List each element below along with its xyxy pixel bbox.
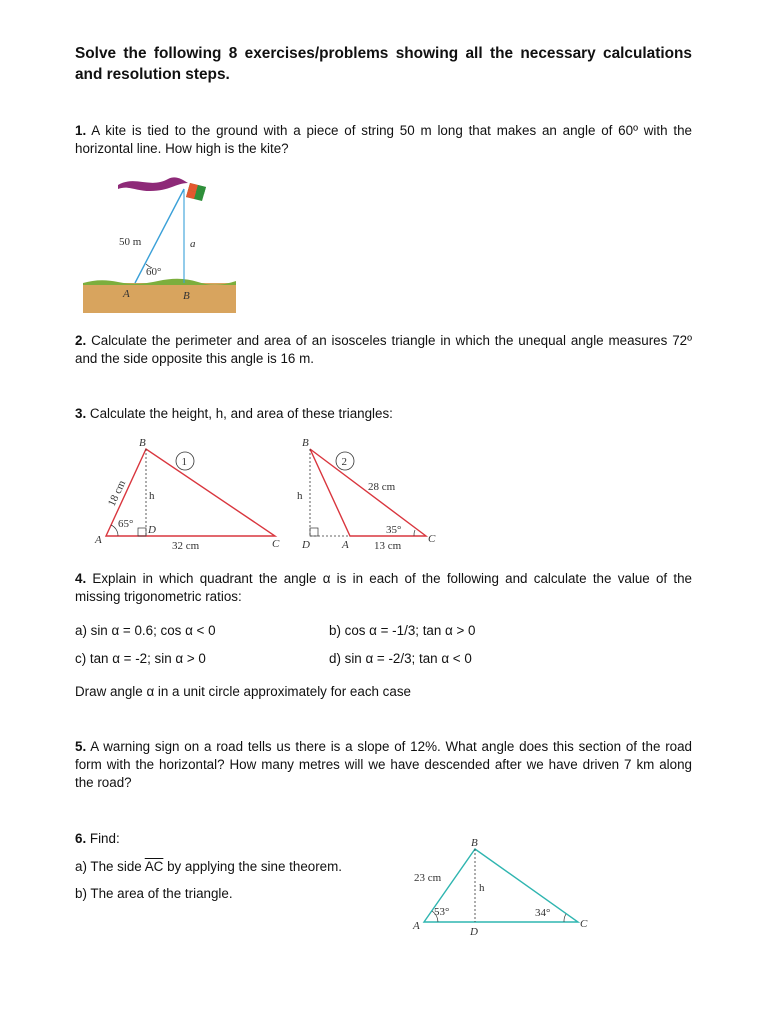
- exercise-4-case-c: c) tan α = -2; sin α > 0: [75, 651, 206, 666]
- triangle-1-h-label: h: [149, 490, 155, 502]
- triangle-3-angle-c-label: 34°: [535, 907, 551, 919]
- triangle-1-side-label: 18 cm: [105, 478, 129, 509]
- exercise-3-number: 3.: [75, 406, 87, 421]
- exercise-4-text: [75, 570, 692, 606]
- triangle-2-vertex-a: A: [342, 539, 349, 551]
- triangle-1-vertex-c: C: [272, 538, 280, 550]
- kite-tail: [118, 177, 188, 191]
- exercise-4-case-d: d) sin α = -2/3; tan α < 0: [329, 651, 472, 666]
- triangle-3-vertex-a: A: [413, 920, 420, 932]
- triangle-3-foot-d: D: [470, 926, 478, 938]
- exercise-2-statement: Calculate the perimeter and area of an isosceles triangle in which the unequal angle measures 72º and the side opposite this angle is 16 m.: [75, 333, 692, 366]
- exercise-1-number: 1.: [75, 123, 87, 138]
- triangle-2-foot-d: D: [302, 539, 310, 551]
- exercise-5-number: 5.: [75, 739, 87, 754]
- triangle-2-h-label: h: [297, 490, 303, 502]
- string-length-label: 50 m: [119, 236, 142, 248]
- triangle-1-vertex-b: B: [139, 437, 146, 449]
- triangle-1-vertex-a: A: [95, 534, 102, 546]
- ground: [83, 283, 236, 313]
- exercise-4-case-a: a) sin α = 0.6; cos α < 0: [75, 623, 216, 638]
- exercise-1-text: [75, 122, 692, 158]
- exercise-6-find: 6. Find:: [75, 831, 120, 846]
- triangle-3-angle-a-label: 53°: [434, 906, 450, 918]
- svg-text:2: 2: [341, 456, 347, 468]
- exercise-6-part-a: a) The side $\overline{AC}$ by applying the sine theorem.: [75, 859, 342, 874]
- angle-label: 60°: [146, 266, 162, 278]
- point-b-label: B: [183, 290, 190, 302]
- page-heading: Solve the following 8 exercises/problems showing all the necessary calculations and resolution steps.: [75, 45, 692, 83]
- triangle-3-h-label: h: [479, 882, 485, 894]
- triangle-1-angle-label: 65°: [118, 518, 134, 530]
- triangle-1-base-label: 32 cm: [172, 540, 200, 552]
- exercise-6-part-b: b) The area of the triangle.: [75, 886, 233, 901]
- exercise-6-number: 6.: [75, 831, 87, 846]
- exercise-4-draw-instruction: Draw angle α in a unit circle approximately for each case: [75, 684, 411, 699]
- exercise-3-text: [75, 405, 692, 423]
- exercise-1-statement: A kite is tied to the ground with a piece of string 50 m long that makes an angle of 60º with the horizontal line. How high is the kite?: [75, 123, 692, 156]
- exercise-4-case-b: b) cos α = -1/3; tan α > 0: [329, 623, 476, 638]
- triangle-figure-2: [290, 435, 450, 555]
- exercise-2-text: [75, 332, 692, 368]
- triangle-3-vertex-c: C: [580, 918, 588, 930]
- segment-ac: $\overline{AC}$: [144, 859, 164, 874]
- point-a-label: A: [123, 288, 130, 300]
- exercise-5-text: [75, 738, 692, 792]
- triangle-1-foot-d: D: [148, 524, 156, 536]
- triangle-2-angle-label: 35°: [386, 524, 402, 536]
- height-label: a: [190, 238, 196, 250]
- triangle-2-side-label: 28 cm: [368, 481, 396, 493]
- triangle-3-side-label: 23 cm: [414, 872, 442, 884]
- exercise-3-statement: Calculate the height, h, and area of these triangles:: [89, 406, 393, 421]
- exercise-2-number: 2.: [75, 333, 87, 348]
- triangle-2-vertex-c: C: [428, 533, 436, 545]
- triangle-2-vertex-b: B: [302, 437, 309, 449]
- triangle-figure-1: [92, 435, 292, 555]
- exercise-5-statement: A warning sign on a road tells us there is a slope of 12%. What angle does this section of the road form with the horizontal? How many metres will we have descended after we have driven 7 km along the road?: [75, 739, 692, 790]
- triangle-figure-3: [410, 835, 600, 945]
- svg-text:1: 1: [181, 456, 187, 468]
- triangle-3-vertex-b: B: [471, 837, 478, 849]
- triangle-2-base-label: 13 cm: [374, 540, 402, 552]
- kite-figure: [80, 175, 240, 315]
- exercise-4-number: 4.: [75, 571, 87, 586]
- exercise-4-statement: Explain in which quadrant the angle α is in each of the following and calculate the value of the missing trigonometric ratios:: [75, 571, 692, 604]
